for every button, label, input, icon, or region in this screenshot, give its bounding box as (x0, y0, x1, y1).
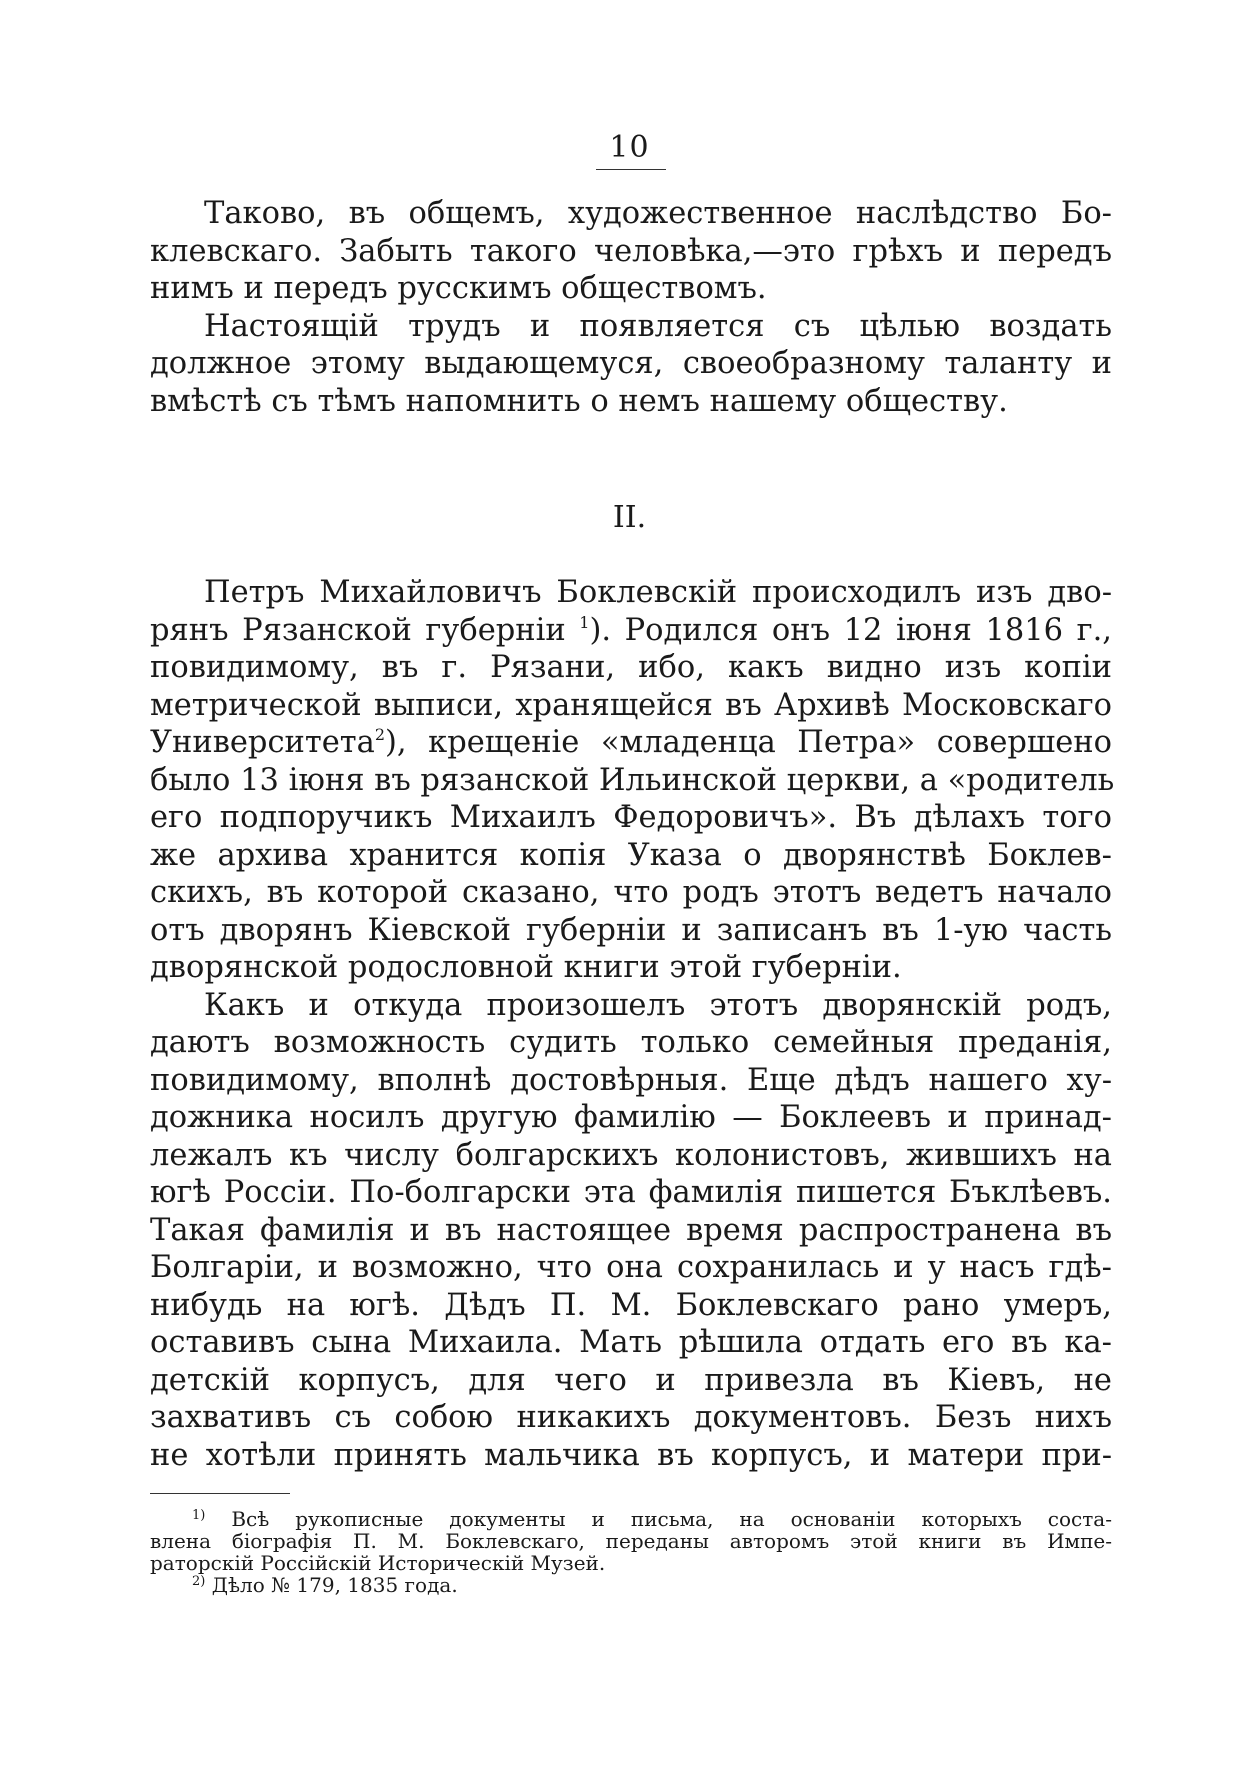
text-line: скихъ, въ которой сказано, что родъ этотъ ведетъ начало (150, 875, 1112, 910)
text-line: же архива хранится копія Указа о дворянствѣ Боклев- (150, 837, 1112, 873)
text-line: метрической выписи, хранящейся въ Архивѣ Московскаго (150, 687, 1112, 723)
page-number: 10 (609, 130, 650, 165)
section-text (150, 574, 1115, 1474)
text-line: должное этому выдающемуся, своеобразному таланту и (150, 346, 1112, 381)
text-line: было 13 іюня въ рязанской Ильинской церкви, а «родитель (150, 762, 1115, 798)
text-line: Настоящій трудъ и появляется съ цѣлью воздать (204, 308, 1112, 344)
text-line: детскій корпусъ, для чего и привезла въ Кіевъ, не (150, 1362, 1112, 1398)
text-line: Таково, въ общемъ, художественное наслѣдство Бо- (204, 196, 1112, 231)
footnote-1-line: $^{1)}$ Всѣ рукописные документы и письма, на основаніи которыхъ соста- (192, 1507, 1112, 1531)
section-paragraph-1 (150, 574, 1115, 987)
text-line: даютъ возможность судить только семейныя преданія, (150, 1025, 1112, 1060)
text-line: нибудь на югѣ. Дѣдъ П. М. Боклевскаго рано умеръ, (150, 1287, 1112, 1323)
text-line: его подпоручикъ Михаилъ Федоровичъ». Въ дѣлахъ того (150, 800, 1112, 835)
text-line: отъ дворянъ Кіевской губерніи и записанъ въ 1-ую часть (150, 912, 1112, 948)
section-heading: II. (612, 500, 647, 535)
intro-paragraph-2 (150, 308, 1112, 421)
footnote-ref-1[interactable]: 1 (579, 612, 590, 632)
footnotes (150, 1508, 1112, 1596)
text-line: рянъ Рязанской губерніи $^1$). Родился онъ 12 іюня 1816 г., (150, 612, 1112, 648)
text-line: Болгаріи, и возможно, что она сохранилась и у насъ гдѣ- (150, 1250, 1112, 1285)
text-line: лежалъ къ числу болгарскихъ колонистовъ, жившихъ на (150, 1137, 1112, 1173)
footnote-1-line: влена біографія П. М. Боклевскаго, переданы авторомъ этой книги въ Импе- (150, 1529, 1112, 1553)
text-line: не хотѣли принять мальчика въ корпусъ, и матери при- (150, 1437, 1112, 1473)
intro-paragraph-1 (150, 195, 1112, 308)
text-line: повидимому, вполнѣ достовѣрныя. Еще дѣдъ нашего ху- (150, 1062, 1112, 1098)
footnote-1-mark: 1) (192, 1508, 206, 1523)
text-line: дворянской родословной книги этой губерніи. (150, 950, 902, 985)
page-number-rule (596, 169, 666, 170)
footnote-2-line: $^{2)}$ Дѣло № 179, 1835 года. (192, 1573, 458, 1597)
text-line: Университета$^2$), крещеніе «младенца Петра» совершено (150, 725, 1112, 760)
text-line: клевскаго. Забыть такого человѣка,—это грѣхъ и передъ (150, 233, 1112, 269)
footnote-2-mark: 2) (192, 1574, 206, 1589)
text-line: дожника носилъ другую фамилію — Боклеевъ и принад- (150, 1100, 1112, 1135)
text-line: повидимому, въ г. Рязани, ибо, какъ видно изъ копіи (150, 650, 1112, 685)
footnote-rule (150, 1493, 290, 1494)
text-line: оставивъ сына Михаила. Мать рѣшила отдать его въ ка- (150, 1325, 1112, 1360)
section-paragraph-2 (150, 987, 1112, 1475)
text-line: Петръ Михайловичъ Боклевскій происходилъ изъ дво- (204, 575, 1112, 610)
text-line: Какъ и откуда произошелъ этотъ дворянскій родъ, (204, 987, 1112, 1023)
text-line: Такая фамилія и въ настоящее время распространена въ (150, 1212, 1112, 1248)
text-line: вмѣстѣ съ тѣмъ напомнить о немъ нашему обществу. (150, 383, 1008, 419)
footnote-ref-2[interactable]: 2 (374, 725, 386, 744)
footnote-1-line: раторскій Россійскій Историческій Музей. (150, 1551, 606, 1575)
intro-text (150, 195, 1112, 420)
text-line: нимъ и передъ русскимъ обществомъ. (150, 271, 767, 306)
text-line: захвативъ съ собою никакихъ документовъ. Безъ нихъ (150, 1400, 1112, 1435)
text-line: югѣ Россіи. По-болгарски эта фамилія пишется Бъклѣевъ. (150, 1175, 1112, 1210)
